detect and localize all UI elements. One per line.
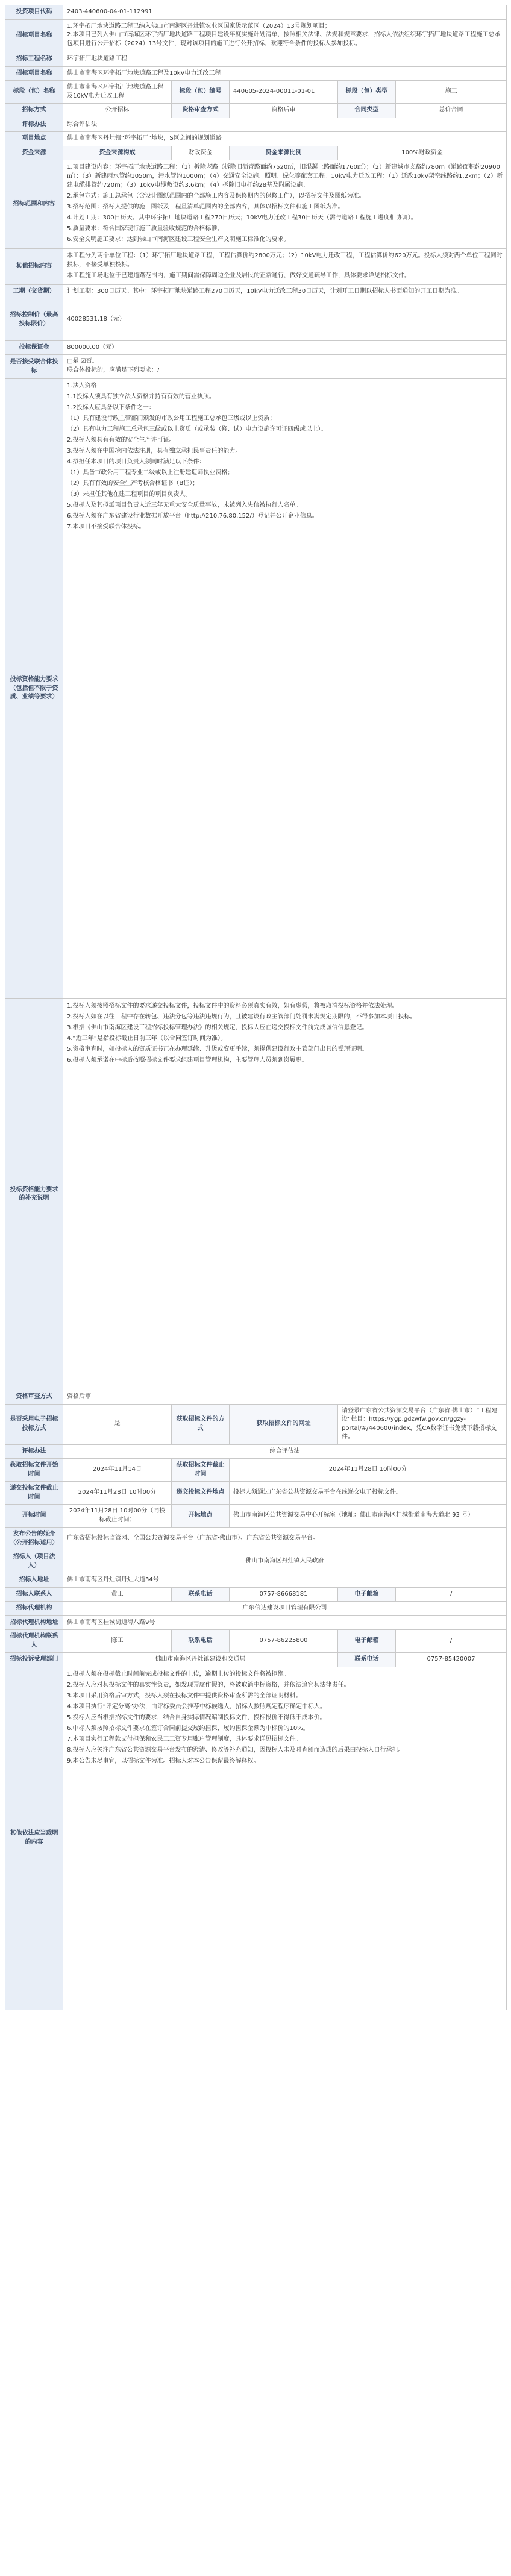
other-item: 2.投标人应对其投标文件的真实性负责，如发现弄虚作假的，将被取消中标资格，并依法追究其法律责任。	[67, 1681, 350, 1688]
open-place-value: 佛山市南海区公共资源交易中心开标室（地址：佛山市南海区桂城街道南海大道北 93 号）	[230, 1505, 507, 1528]
supervisor-phone-value: 0757-85420007	[396, 1653, 507, 1667]
segment-code-label: 标段（包）编号	[172, 81, 230, 104]
qual-method-label: 资格审查方式	[172, 104, 230, 118]
agent-contact-label: 招标代理机构联系人	[5, 1630, 63, 1653]
schedule-value: 计划工期：300日历天。其中：环宇拓厂地块道路工程270日历天，10kV电力迁改工程30日历天，计划开工日期以招标人书面通知的开工日期为准。	[63, 285, 507, 299]
performance-item: 5.资格审查时，如投标人的资质证书正在办理延续、升级或变更手续，须提供建设行政主管部门出具的受理证明。	[67, 1046, 368, 1053]
agent-phone-value: 0757-86225800	[230, 1630, 338, 1653]
row-bid-project-name	[5, 19, 507, 52]
tenderer-phone-value: 0757-86668181	[230, 1587, 338, 1602]
row-qualification	[5, 379, 507, 999]
supervisor-label: 招标投诉受理部门	[5, 1653, 63, 1667]
other-item: 9.本公告未尽事宜，以招标文件为准。招标人对本公告保留最终解释权。	[67, 1757, 260, 1764]
row-eval-method-top	[5, 118, 507, 132]
qualification-item: 1.1投标人须具有独立法人资格并持有有效的营业执照。	[67, 393, 215, 400]
other-label: 其他依法应当载明的内容	[5, 1667, 63, 2010]
contract-type-value: 总价合同	[396, 104, 507, 118]
row-submit	[5, 1482, 507, 1505]
publish-label: 发布公告的媒介（公开招标适用）	[5, 1528, 63, 1550]
qualification-item: 3.投标人须在中国境内依法注册，具有独立承担民事责任的能力。	[67, 448, 242, 454]
row-location	[5, 132, 507, 146]
segment-value: 佛山市南海区环宇拓厂地块道路工程及10kV电力迁改工程	[63, 81, 172, 104]
row-joint	[5, 355, 507, 379]
qual-check-value: 资格后审	[63, 1390, 507, 1405]
qualification-list	[63, 379, 507, 999]
row-plan-scope	[5, 249, 507, 285]
segment-code-value: 440605-2024-00011-01-01	[230, 81, 338, 104]
tenderer-email-value: /	[396, 1587, 507, 1602]
agency-label: 招标代理机构	[5, 1602, 63, 1616]
bid-method-value: 公开招标	[63, 104, 172, 118]
row-scope	[5, 160, 507, 249]
row-agency	[5, 1602, 507, 1616]
agency-addr-label: 招标代理机构地址	[5, 1615, 63, 1630]
funds-ratio-label: 资金来源比例	[230, 146, 338, 160]
location-value: 佛山市南海区丹灶镇“环宇拓厂”地块，S区之间的规划道路	[63, 132, 507, 146]
open-time-value: 2024年11月28日 10时00分（同投标截止时间）	[63, 1505, 172, 1528]
eval-method-value-top: 综合评估法	[63, 118, 507, 132]
row-schedule	[5, 285, 507, 299]
other-item: 6.中标人须按照招标文件要求在签订合同前提交履约担保，履约担保金额为中标价的10%。	[67, 1725, 309, 1732]
qualification-item: 1.法人资格	[67, 383, 97, 389]
performance-item: 3.根据《佛山市南海区建设工程招标投标管理办法》的相关规定，投标人应在递交投标文件前完成诚信信息登记。	[67, 1024, 368, 1031]
tenderer-contact-label: 招标人联系人	[5, 1587, 63, 1602]
scope-item: 2.承包方式：施工总承包（含设计图纸范围内的全部施工内容及保修期内的保修工作），以招标文件及图纸为准。	[67, 193, 365, 199]
row-supervisor	[5, 1653, 507, 1667]
row-get-time	[5, 1459, 507, 1482]
qual-check-label: 资格审查方式	[5, 1390, 63, 1405]
eval-value: 综合评估法	[63, 1444, 507, 1459]
other-item: 4.本项目执行“评定分离”办法，由评标委员会推荐中标候选人，招标人按照规定程序确定中标人。	[67, 1703, 326, 1710]
get-doc-url-label: 获取招标文件的网址	[230, 1404, 338, 1444]
row-deposit	[5, 340, 507, 355]
row-performance	[5, 999, 507, 1390]
get-start-label: 获取招标文件开始时间	[5, 1459, 63, 1482]
publish-value: 广东省招标投标监管网、全国公共资源交易平台（广东省·佛山市）、广东省公共资源交易平台。	[63, 1528, 507, 1550]
scope-item: 4.计划工期：300日历天。其中环宇拓厂地块道路工程270日历天；10kV电力迁改工程30日历天（需与道路工程施工进度相协调）。	[67, 215, 417, 221]
bid-project-name-label: 招标项目名称	[5, 19, 63, 52]
row-bid-section	[5, 52, 507, 67]
tenderer-value: 佛山市南海区丹灶镇人民政府	[63, 1550, 507, 1573]
project-code-value: 2403-440600-04-01-112991	[63, 5, 507, 20]
row-eval	[5, 1444, 507, 1459]
qualification-item: 4.拟担任本项目的项目负责人须同时满足以下条件：	[67, 459, 205, 465]
qualification-item: 5.投标人及其拟派项目负责人近三年无重大安全质量事故，未被列入失信被执行人名单。	[67, 502, 302, 509]
eval-method-label-top: 评标办法	[5, 118, 63, 132]
electronic-bid-label: 是否采用电子招标投标方式	[5, 1404, 63, 1444]
open-place-label: 开标地点	[172, 1505, 230, 1528]
get-end-value: 2024年11月28日 10时00分	[230, 1459, 507, 1482]
row-agent-contact	[5, 1630, 507, 1653]
schedule-label: 工期（交货期）	[5, 285, 63, 299]
row-funds	[5, 146, 507, 160]
qual-method-value: 资格后审	[230, 104, 338, 118]
other-list	[63, 1667, 507, 2010]
row-tenderer	[5, 1550, 507, 1573]
segment-type-value: 施工	[396, 81, 507, 104]
bid-section-label: 招标工程名称	[5, 52, 63, 67]
plan-scope-list	[63, 249, 507, 285]
get-start-value: 2024年11月14日	[63, 1459, 172, 1482]
submit-deadline-value: 2024年11月28日 10时00分	[63, 1482, 172, 1505]
performance-item: 2.投标人如在以往工程中存在转包、违法分包等违法违规行为，且被建设行政主管部门处罚未满规定期限的，不得参加本项目投标。	[67, 1014, 416, 1020]
row-bid-section-name	[5, 66, 507, 81]
submit-place-label: 递交投标文件地点	[172, 1482, 230, 1505]
electronic-bid-value: 是	[63, 1404, 172, 1444]
row-project-code	[5, 5, 507, 20]
funds-ratio-value: 100%财政资金	[338, 146, 507, 160]
other-item: 5.投标人应当根据招标文件的要求，结合自身实际情况编制投标文件，投标报价不得低于成本价。	[67, 1714, 326, 1721]
funds-src-value: 财政资金	[172, 146, 230, 160]
row-segment	[5, 81, 507, 104]
scope-label: 招标范围和内容	[5, 160, 63, 249]
qualification-item: （1）具备市政公用工程专业二级或以上注册建造师执业资格；	[67, 469, 234, 476]
scope-list	[63, 160, 507, 249]
project-code-label: 投资项目代码	[5, 5, 63, 20]
get-end-label: 获取招标文件截止时间	[172, 1459, 230, 1482]
qualification-item: （3）未担任其他在建工程项目的项目负责人。	[67, 491, 192, 498]
joint-value: □是 ☑否。 联合体投标的，应满足下列要求：/	[67, 358, 160, 374]
row-tenderer-contact	[5, 1587, 507, 1602]
segment-type-label: 标段（包）类型	[338, 81, 396, 104]
qualification-item: （2）具有电力工程施工总承包三级或以上资质（或承装（修、试）电力设施许可证四级或以上）。	[67, 426, 327, 433]
agency-value: 广东信达建设项目管理有限公司	[63, 1602, 507, 1616]
bid-section-name-value: 佛山市南海区环宇拓厂地块道路工程及10kV电力迁改工程	[63, 66, 507, 81]
funds-src-label: 资金来源构成	[63, 146, 172, 160]
submit-deadline-label: 递交投标文件截止时间	[5, 1482, 63, 1505]
row-other	[5, 1667, 507, 2010]
performance-item: 6.投标人须承诺在中标后按照招标文件要求组建项目管理机构，主要管理人员须到岗履职。	[67, 1057, 308, 1064]
plan-scope-label: 其他招标内容	[5, 249, 63, 285]
location-label: 项目地点	[5, 132, 63, 146]
qualification-item: 2.投标人须具有有效的安全生产许可证。	[67, 437, 175, 443]
row-tenderer-addr	[5, 1573, 507, 1588]
deposit-value: 800000.00（元）	[63, 340, 507, 355]
other-item: 3.本项目采用资格后审方式，投标人须在投标文件中提供资格审查所需的全部证明材料。	[67, 1692, 302, 1699]
funds-label: 资金来源	[5, 146, 63, 160]
scope-item: 6.安全文明施工要求：达到佛山市南海区建设工程安全生产文明施工标准化的要求。	[67, 236, 290, 243]
qualification-item: （2）具有有效的安全生产考核合格证书（B证）；	[67, 480, 199, 487]
joint-label: 是否接受联合体投标	[5, 355, 63, 379]
contract-type-label: 合同类型	[338, 104, 396, 118]
eval-label: 评标办法	[5, 1444, 63, 1459]
bid-method-label: 招标方式	[5, 104, 63, 118]
qualification-item: 6.投标人须在广东省建设行业数据开放平台（http://210.76.80.152/）登记并公开企业信息。	[67, 513, 318, 519]
tender-announcement-table	[5, 5, 507, 2010]
tenderer-addr-value: 佛山市南海区丹灶镇丹灶大道34号	[63, 1573, 507, 1588]
get-doc-method-label: 获取招标文件的方式	[172, 1404, 230, 1444]
get-doc-url-value[interactable]: 请登录广东省公共资源交易平台（广东省·佛山市）“工程建设”栏目：https://ygp.gdzwfw.gov.cn/ggzy-portal/#/440600/index，凭CA数字证书免费下载招标文件。	[338, 1404, 507, 1444]
tenderer-addr-label: 招标人地址	[5, 1573, 63, 1588]
row-publish	[5, 1528, 507, 1550]
qualification-item: 1.2投标人应具备以下条件之一：	[67, 404, 155, 411]
agent-email-value: /	[396, 1630, 507, 1653]
bid-project-name-value: 1.环宇拓厂地块道路工程已纳入佛山市南海区丹灶镇农业区国家级示范区（2024）13号规划项目； 2.本项目已列入佛山市南海区环宇拓厂地块道路工程项目建设年度实施计划清单，按照相关法律、法规和规章要求，招标人依法组织环宇拓厂地块道路工程施工总承包项目进行公开招标（2024）13号文件，现对该项目的施工进行公开招标，欢迎符合条件的投标人参加投标。	[67, 22, 501, 47]
other-item: 1.投标人须在投标截止时间前完成投标文件的上传，逾期上传的投标文件将被拒绝。	[67, 1670, 290, 1678]
supervisor-value: 佛山市南海区丹灶镇建设和交通局	[63, 1653, 338, 1667]
scope-item: 5.质量要求：符合国家现行施工质量验收规范的合格标准。	[67, 225, 224, 232]
deposit-label: 投标保证金	[5, 340, 63, 355]
plan-scope-item: 本工程施工场地位于已建道路范围内，施工期间需保障周边企业及居民的正常通行，做好交通疏导工作，具体要求详见招标文件。	[67, 272, 410, 279]
performance-item: 4.“近三年”是指投标截止日前三年（以合同签订时间为准）。	[67, 1035, 227, 1042]
qualification-item: 7.本项目不接受联合体投标。	[67, 524, 145, 530]
open-time-label: 开标时间	[5, 1505, 63, 1528]
scope-item: 3.招标范围：招标人提供的施工图纸及工程量清单范围内的全部内容，具体以招标文件和施工图纸为准。	[67, 204, 344, 210]
ceiling-label: 招标控制价（最高投标限价）	[5, 299, 63, 340]
row-bid-method	[5, 104, 507, 118]
segment-label: 标段（包）名称	[5, 81, 63, 104]
performance-item: 1.投标人须按照招标文件的要求递交投标文件，投标文件中的资料必须真实有效，如有虚假，将被取消投标资格并依法处理。	[67, 1003, 398, 1009]
row-bid-doc	[5, 1404, 507, 1444]
row-open	[5, 1505, 507, 1528]
plan-scope-item: 本工程分为两个单位工程：（1）环宇拓厂地块道路工程，工程估算价约2800万元；（2）10kV电力迁改工程，工程估算价约620万元。投标人须对两个单位工程同时投标，不接受单独投标。	[67, 252, 503, 268]
ceiling-value: 40028531.18（元）	[63, 299, 507, 340]
performance-list	[63, 999, 507, 1390]
agent-contact-value: 陈工	[63, 1630, 172, 1653]
qualification-label: 投标资格能力要求（包括但不限于资质、业绩等要求）	[5, 379, 63, 999]
agent-phone-label: 联系电话	[172, 1630, 230, 1653]
other-item: 7.本项目实行工程款支付担保和农民工工资专用账户管理制度，具体要求详见招标文件。	[67, 1735, 302, 1743]
tenderer-phone-label: 联系电话	[172, 1587, 230, 1602]
submit-place-value: 投标人须通过广东省公共资源交易平台在线递交电子投标文件。	[230, 1482, 507, 1505]
supervisor-phone-label: 联系电话	[338, 1653, 396, 1667]
agent-email-label: 电子邮箱	[338, 1630, 396, 1653]
qualification-item: （1）具有建设行政主管部门颁发的市政公用工程施工总承包三级或以上资质；	[67, 415, 276, 422]
other-item: 8.投标人应关注广东省公共资源交易平台发布的澄清、修改等补充通知，因投标人未及时查阅而造成的后果由投标人自行承担。	[67, 1746, 404, 1753]
tenderer-contact-value: 黄工	[63, 1587, 172, 1602]
tenderer-email-label: 电子邮箱	[338, 1587, 396, 1602]
row-agency-addr	[5, 1615, 507, 1630]
performance-label: 投标资格能力要求的补充说明	[5, 999, 63, 1390]
row-ceiling	[5, 299, 507, 340]
tenderer-label: 招标人（项目法人）	[5, 1550, 63, 1573]
row-qual-check	[5, 1390, 507, 1405]
bid-section-name-label: 招标项目名称	[5, 66, 63, 81]
agency-addr-value: 佛山市南海区桂城街道海八路9号	[63, 1615, 507, 1630]
bid-section-value: 环宇拓厂地块道路工程	[63, 52, 507, 67]
scope-item: 1.项目建设内容：环宇拓厂地块道路工程：（1）拆除老路（拆除旧沥青路面约7520㎡，旧混凝土路面约1760㎡）；（2）新建城市支路约780m（道路面积约20900㎡）；（3）新建雨水管约1050m，污水管约1000m；（4）交通安全设施、照明、绿化等配套工程。10kV电力迁改工程：（1）迁改10kV架空线路约1.2km；（2）新建电缆排管约720m；（3）10kV电缆敷设约3.6km；（4）拆除旧电杆约28基及附属设施。	[67, 164, 503, 189]
